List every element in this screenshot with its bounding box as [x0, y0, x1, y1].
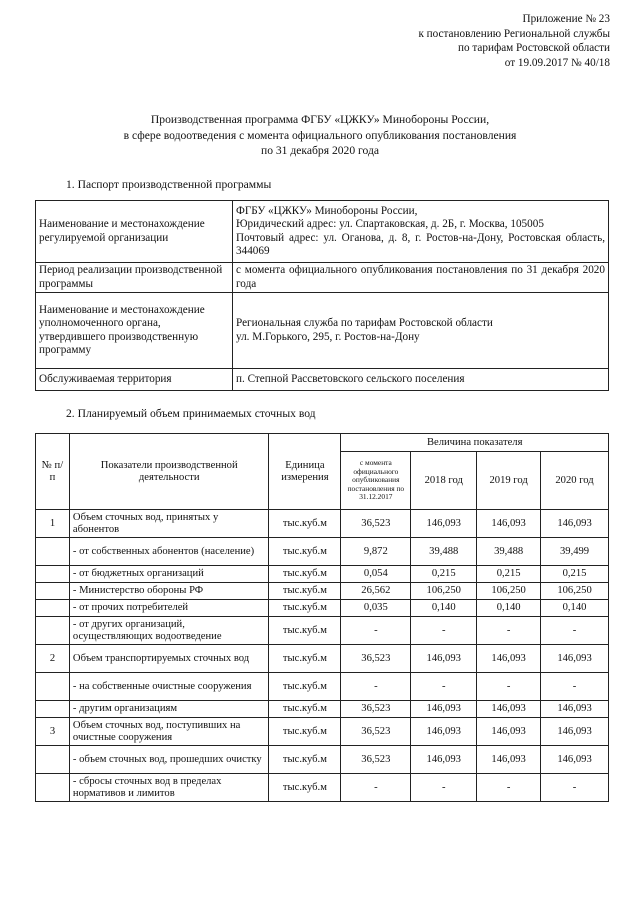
passport-key: Наименование и местонахождение уполномоченного органа, утвердившего производственную программу: [36, 293, 233, 369]
row-value-2020: 146,093: [541, 718, 609, 746]
row-unit: тыс.куб.м: [269, 701, 341, 718]
row-num: 2: [36, 645, 70, 673]
header-unit: Единица измерения: [269, 434, 341, 510]
row-indicator: - Министерство обороны РФ: [69, 583, 269, 600]
row-indicator: - от собственных абонентов (население): [69, 538, 269, 566]
document-title: [0, 112, 640, 159]
passport-row: [36, 201, 609, 263]
row-unit: тыс.куб.м: [269, 600, 341, 617]
header-2018: 2018 год: [411, 452, 477, 510]
row-value-2018: -: [411, 774, 477, 802]
row-value-2018: 39,488: [411, 538, 477, 566]
passport-value: с момента официального опубликования постановления по 31 декабря 2020 года: [233, 263, 609, 293]
row-value-period0: 0,054: [341, 566, 411, 583]
passport-value: [233, 201, 609, 263]
row-value-2019: 106,250: [477, 583, 541, 600]
table-row: [36, 600, 609, 617]
row-unit: тыс.куб.м: [269, 774, 341, 802]
row-indicator: - другим организациям: [69, 701, 269, 718]
volume-table: [35, 433, 609, 802]
appendix-block: [418, 12, 610, 70]
row-num: [36, 774, 70, 802]
table-row: [36, 617, 609, 645]
row-value-2020: -: [541, 673, 609, 701]
table-row: [36, 746, 609, 774]
row-value-2019: 146,093: [477, 746, 541, 774]
row-unit: тыс.куб.м: [269, 746, 341, 774]
passport-value: [233, 293, 609, 369]
header-2020: 2020 год: [541, 452, 609, 510]
row-value-2020: -: [541, 774, 609, 802]
row-num: 3: [36, 718, 70, 746]
row-num: 1: [36, 510, 70, 538]
row-value-2020: -: [541, 617, 609, 645]
row-value-period0: 36,523: [341, 510, 411, 538]
header-num: № п/п: [36, 434, 70, 510]
row-value-period0: -: [341, 617, 411, 645]
row-value-2019: -: [477, 673, 541, 701]
row-value-2018: 146,093: [411, 746, 477, 774]
title-line: Производственная программа ФГБУ «ЦЖКУ» Минобороны России,: [150, 113, 490, 126]
row-value-2020: 146,093: [541, 746, 609, 774]
row-value-2019: 146,093: [477, 718, 541, 746]
title-line: в сфере водоотведения с момента официального опубликования постановления: [123, 128, 517, 142]
passport-key: Обслуживаемая территория: [36, 369, 233, 391]
title-line: по 31 декабря 2020 года: [260, 144, 380, 157]
row-value-2020: 106,250: [541, 583, 609, 600]
row-value-2018: 106,250: [411, 583, 477, 600]
header-row: [36, 434, 609, 452]
row-value-2019: 146,093: [477, 510, 541, 538]
section2-heading: 2. Планируемый объем принимаемых сточных вод: [66, 407, 316, 420]
passport-value-line: Региональная служба по тарифам Ростовской области: [236, 317, 493, 329]
row-value-period0: 36,523: [341, 746, 411, 774]
row-value-period0: 36,523: [341, 645, 411, 673]
table-row: [36, 510, 609, 538]
row-value-period0: -: [341, 774, 411, 802]
row-indicator: Объем сточных вод, поступивших на очистные сооружения: [69, 718, 269, 746]
passport-value-line: ул. М.Горького, 295, г. Ростов-на-Дону: [236, 330, 420, 343]
row-value-2019: 146,093: [477, 645, 541, 673]
row-value-2018: 146,093: [411, 701, 477, 718]
table-row: [36, 645, 609, 673]
row-num: [36, 746, 70, 774]
row-value-2019: -: [477, 774, 541, 802]
row-num: [36, 600, 70, 617]
row-indicator: - объем сточных вод, прошедших очистку: [69, 746, 269, 774]
row-value-2018: 146,093: [411, 718, 477, 746]
appendix-line: от 19.09.2017 № 40/18: [504, 56, 610, 69]
row-unit: тыс.куб.м: [269, 617, 341, 645]
passport-value-line: Юридический адрес: ул. Спартаковская, д. 2Б, г. Москва, 105005: [236, 218, 544, 230]
row-num: [36, 701, 70, 718]
row-unit: тыс.куб.м: [269, 583, 341, 600]
appendix-line: к постановлению Региональной службы: [418, 27, 610, 40]
row-unit: тыс.куб.м: [269, 538, 341, 566]
row-value-2019: 0,215: [477, 566, 541, 583]
section1-heading: 1. Паспорт производственной программы: [66, 178, 272, 191]
header-value: Величина показателя: [341, 434, 609, 452]
table-row: [36, 701, 609, 718]
passport-value-line: Почтовый адрес: ул. Оганова, д. 8, г. Ростов-на-Дону, Ростовская область, 344069: [236, 231, 605, 257]
row-unit: тыс.куб.м: [269, 673, 341, 701]
row-unit: тыс.куб.м: [269, 645, 341, 673]
passport-row: [36, 293, 609, 369]
table-row: [36, 583, 609, 600]
row-value-2019: -: [477, 617, 541, 645]
row-indicator: - сбросы сточных вод в пределах нормативов и лимитов: [69, 774, 269, 802]
passport-key: Наименование и местонахождение регулируемой организации: [36, 201, 233, 263]
row-num: [36, 673, 70, 701]
table-row: [36, 673, 609, 701]
header-period0: с момента официального опубликования постановления по 31.12.2017: [341, 452, 411, 510]
row-unit: тыс.куб.м: [269, 566, 341, 583]
header-2019: 2019 год: [477, 452, 541, 510]
row-value-2018: 0,215: [411, 566, 477, 583]
row-indicator: - от прочих потребителей: [69, 600, 269, 617]
row-value-2018: -: [411, 673, 477, 701]
row-value-2019: 146,093: [477, 701, 541, 718]
passport-key: Период реализации производственной программы: [36, 263, 233, 293]
header-indicators: Показатели производственной деятельности: [69, 434, 269, 510]
row-value-2018: 146,093: [411, 510, 477, 538]
passport-row: [36, 369, 609, 391]
appendix-line: по тарифам Ростовской области: [458, 42, 610, 54]
row-value-2020: 0,215: [541, 566, 609, 583]
volume-table-body: [36, 510, 609, 802]
passport-table: [35, 200, 609, 391]
row-value-period0: 9,872: [341, 538, 411, 566]
table-row: [36, 718, 609, 746]
row-value-period0: 36,523: [341, 701, 411, 718]
row-value-2020: 146,093: [541, 701, 609, 718]
passport-value: п. Степной Рассветовского сельского поселения: [233, 369, 609, 391]
table-row: [36, 538, 609, 566]
row-num: [36, 617, 70, 645]
row-indicator: - от бюджетных организаций: [69, 566, 269, 583]
row-indicator: - от других организаций, осуществляющих водоотведение: [69, 617, 269, 645]
row-value-period0: -: [341, 673, 411, 701]
row-value-period0: 0,035: [341, 600, 411, 617]
row-value-period0: 26,562: [341, 583, 411, 600]
row-indicator: - на собственные очистные сооружения: [69, 673, 269, 701]
appendix-line: Приложение № 23: [522, 13, 610, 25]
passport-row: [36, 263, 609, 293]
row-value-2020: 0,140: [541, 600, 609, 617]
row-indicator: Объем транспортируемых сточных вод: [69, 645, 269, 673]
row-value-2018: 146,093: [411, 645, 477, 673]
row-value-2019: 0,140: [477, 600, 541, 617]
passport-value-line: ФГБУ «ЦЖКУ» Минобороны России,: [236, 204, 418, 217]
row-unit: тыс.куб.м: [269, 718, 341, 746]
row-value-2018: 0,140: [411, 600, 477, 617]
row-num: [36, 538, 70, 566]
row-num: [36, 583, 70, 600]
row-unit: тыс.куб.м: [269, 510, 341, 538]
table-row: [36, 566, 609, 583]
row-value-2020: 39,499: [541, 538, 609, 566]
row-value-2020: 146,093: [541, 510, 609, 538]
table-row: [36, 774, 609, 802]
row-value-2018: -: [411, 617, 477, 645]
row-indicator: Объем сточных вод, принятых у абонентов: [69, 510, 269, 538]
row-value-2019: 39,488: [477, 538, 541, 566]
row-num: [36, 566, 70, 583]
row-value-period0: 36,523: [341, 718, 411, 746]
row-value-2020: 146,093: [541, 645, 609, 673]
